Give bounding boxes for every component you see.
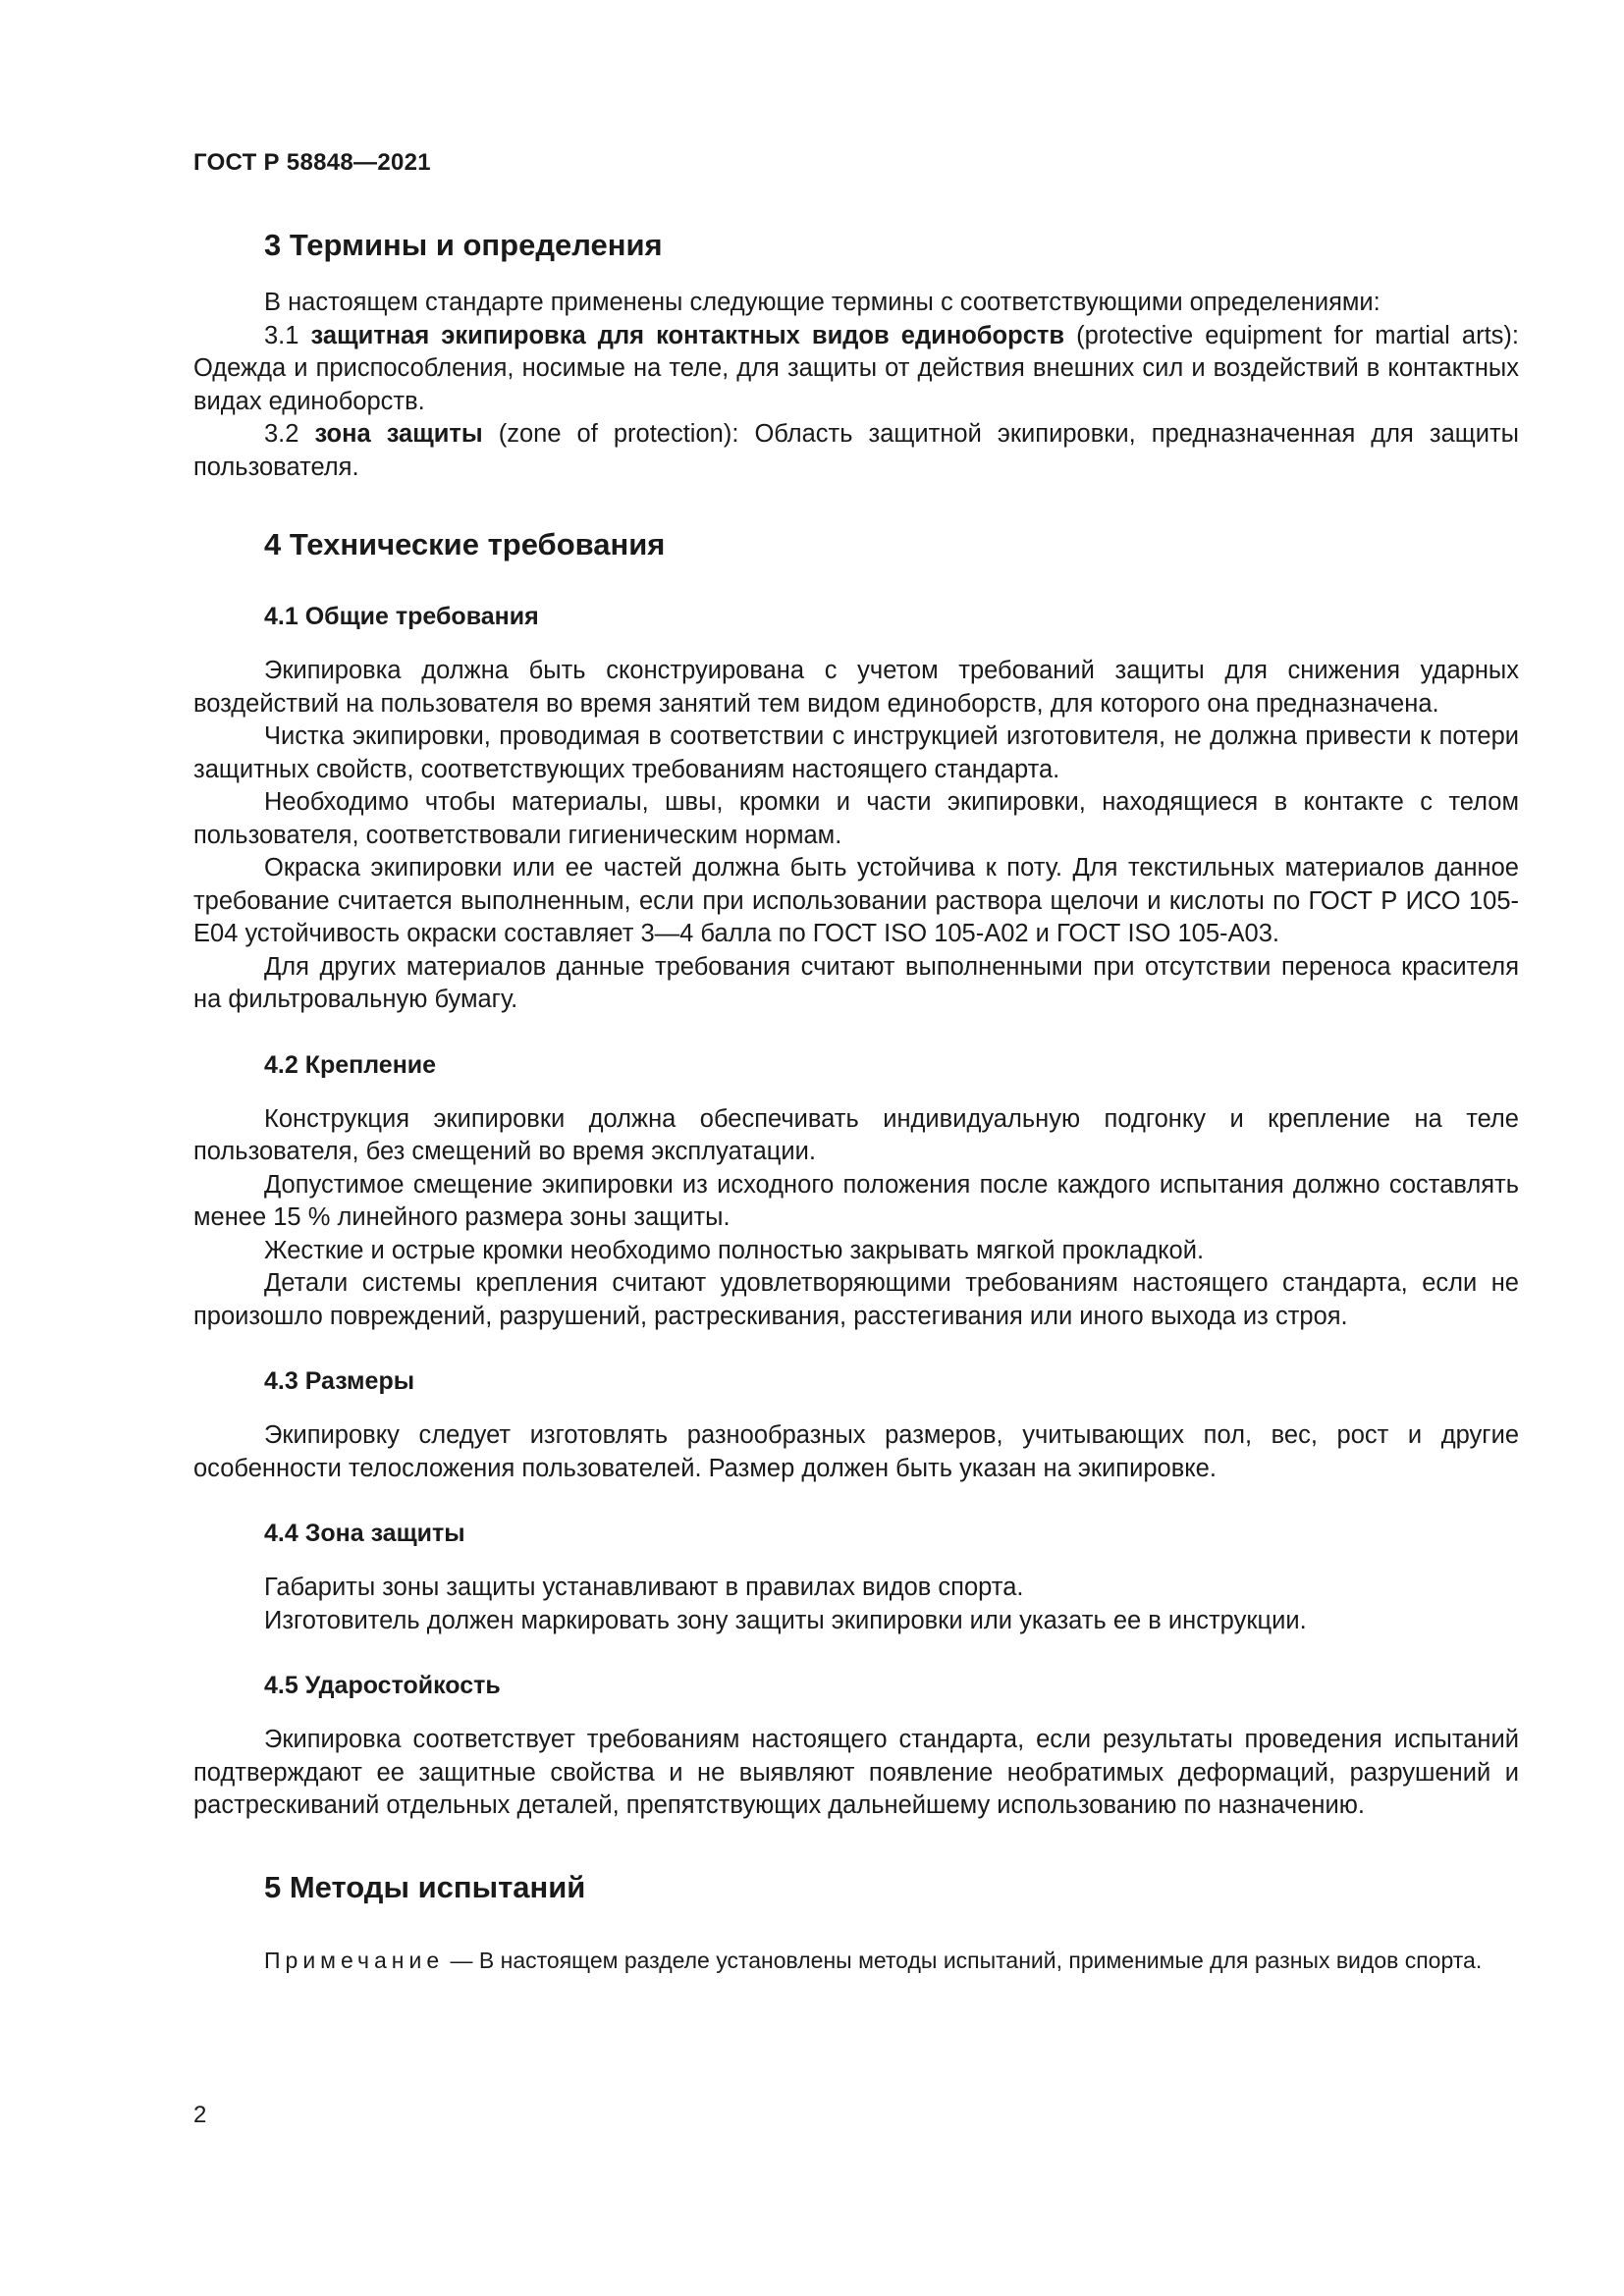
subsection-4-2-title: 4.2 Крепление — [264, 1050, 437, 1079]
page-number: 2 — [193, 2102, 207, 2128]
section-3-terms — [193, 226, 1519, 484]
paragraph: Экипировка должна быть сконструирована с учетом требований защиты для снижения ударных воздействий на пользователя во время занятий тем видом единоборств, для которого она предназначена. — [193, 657, 1519, 718]
section-5-test-methods — [193, 1868, 1519, 1977]
term-3-1-number: 3.1 — [264, 321, 311, 349]
paragraph: Экипировку следует изготовлять разнообразных размеров, учитывающих пол, вес, рост и другие особенности телосложения пользователей. Размер должен быть указан на экипировке. — [193, 1421, 1519, 1482]
subsection-4-4 — [193, 1517, 1519, 1637]
paragraph: Для других материалов данные требования считают выполненными при отсутствии переноса красителя на фильтровальную бумагу. — [193, 952, 1519, 1013]
note — [193, 1945, 1519, 1977]
paragraph: Необходимо чтобы материалы, швы, кромки и части экипировки, находящиеся в контакте с телом пользователя, соответствовали гигиеническим нормам. — [193, 788, 1519, 849]
standard-code-header: ГОСТ Р 58848—2021 — [193, 149, 431, 176]
subsection-4-2 — [193, 1048, 1519, 1334]
term-3-2-number: 3.2 — [264, 420, 315, 448]
paragraph: Детали системы крепления считают удовлетворяющими требованиям настоящего стандарта, если не произошло повреждений, разрушений, растрескивания, расстегивания или иного выхода из строя. — [193, 1269, 1519, 1330]
section-3-intro: В настоящем стандарте применены следующие термины с соответствующими определениями: — [264, 289, 1380, 316]
subsection-4-1-title: 4.1 Общие требования — [264, 603, 539, 630]
term-3-2-definition: (zone of protection): Область защитной экипировки, предназначенная для защиты пользователя. — [193, 420, 1519, 481]
section-3-title: 3 Термины и определения — [264, 228, 663, 262]
term-3-1 — [193, 320, 1519, 419]
term-3-2-name: зона защиты — [314, 420, 483, 448]
subsection-4-1 — [193, 600, 1519, 1017]
subsection-4-5-title: 4.5 Ударостойкость — [264, 1672, 501, 1699]
paragraph: Изготовитель должен маркировать зону защиты экипировки или указать ее в инструкции. — [264, 1606, 1307, 1634]
paragraph: Окраска экипировки или ее частей должна быть устойчива к поту. Для текстильных материалов данное требование считается выполненным, если при использовании раствора щелочи и кислоты по ГОСТ Р ИСО 105-Е04 устойчивость окраски составляет 3—4 балла по ГОСТ ISO 105-A02 и ГОСТ ISO 105-A03. — [193, 854, 1519, 947]
paragraph: Экипировка соответствует требованиям настоящего стандарта, если результаты проведения испытаний подтверждают ее защитные свойства и не выявляют появление необратимых деформаций, разрушений и растрескиваний отдельных деталей, препятствующих дальнейшему использованию по назначению. — [193, 1726, 1519, 1819]
subsection-4-3-title: 4.3 Размеры — [264, 1367, 415, 1395]
note-text: — В настоящем разделе установлены методы испытаний, применимые для разных видов спорта. — [444, 1947, 1483, 1973]
paragraph: Жесткие и острые кромки необходимо полностью закрывать мягкой прокладкой. — [264, 1236, 1205, 1264]
paragraph: Допустимое смещение экипировки из исходного положения после каждого испытания должно составлять менее 15 % линейного размера зоны защиты. — [193, 1170, 1519, 1231]
paragraph: Габариты зоны защиты устанавливают в правилах видов спорта. — [264, 1574, 1024, 1601]
subsection-4-5 — [193, 1669, 1519, 1823]
term-3-2 — [193, 418, 1519, 484]
section-5-title: 5 Методы испытаний — [264, 1869, 586, 1904]
section-4-title: 4 Технические требования — [264, 527, 666, 561]
paragraph: Чистка экипировки, проводимая в соответствии с инструкцией изготовителя, не должна привести к потери защитных свойств, соответствующих требованиям настоящего стандарта. — [193, 722, 1519, 783]
document-body — [193, 226, 1519, 1977]
subsection-4-4-title: 4.4 Зона защиты — [264, 1520, 465, 1547]
term-3-1-name: защитная экипировка для контактных видов единоборств — [310, 321, 1065, 349]
subsection-4-3 — [193, 1364, 1519, 1485]
paragraph: Конструкция экипировки должна обеспечивать индивидуальную подгонку и крепление на теле пользователя, без смещений во время эксплуатации. — [193, 1104, 1519, 1165]
term-3-1-definition: (protective equipment for martial arts): Одежда и приспособления, носимые на теле, для защиты от действия внешних сил и воздействий в контактных видах единоборств. — [193, 321, 1519, 415]
section-4-technical-requirements — [193, 525, 1519, 1823]
note-label: Примечание — [264, 1947, 445, 1973]
